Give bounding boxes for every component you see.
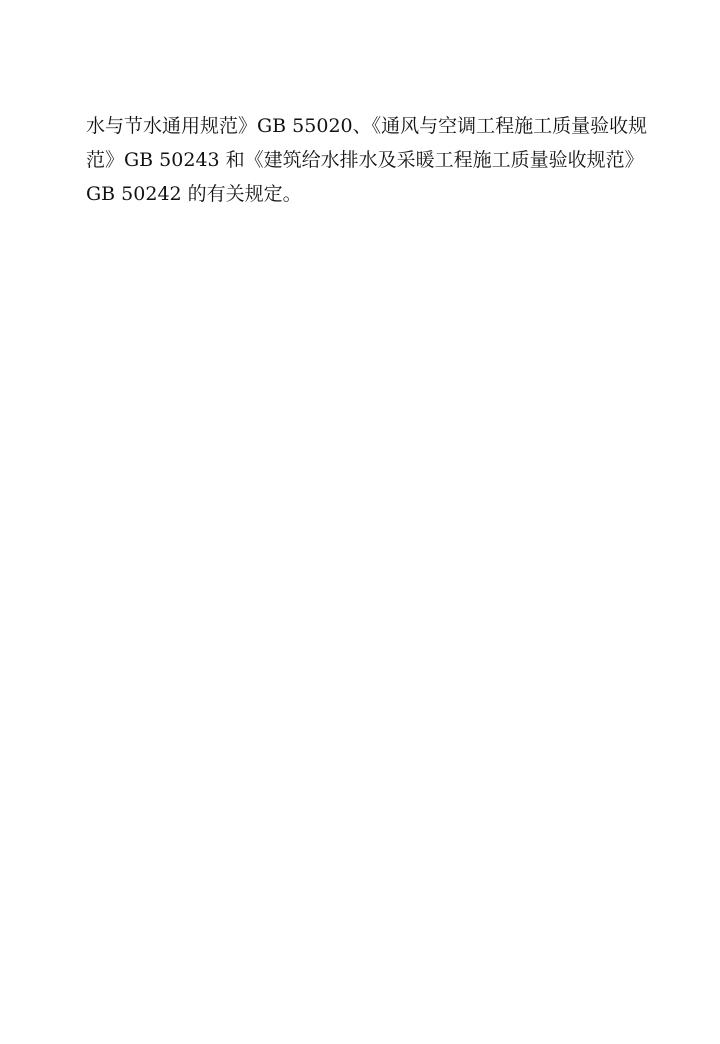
text-line: 范》GB 50243 和《建筑给水排水及采暖工程施工质量验收规范》 xyxy=(86,149,644,171)
text-line: GB 50242 的有关规定。 xyxy=(86,183,302,205)
text-line: 水与节水通用规范》GB 55020、《通风与空调工程施工质量验收规 xyxy=(86,115,648,137)
